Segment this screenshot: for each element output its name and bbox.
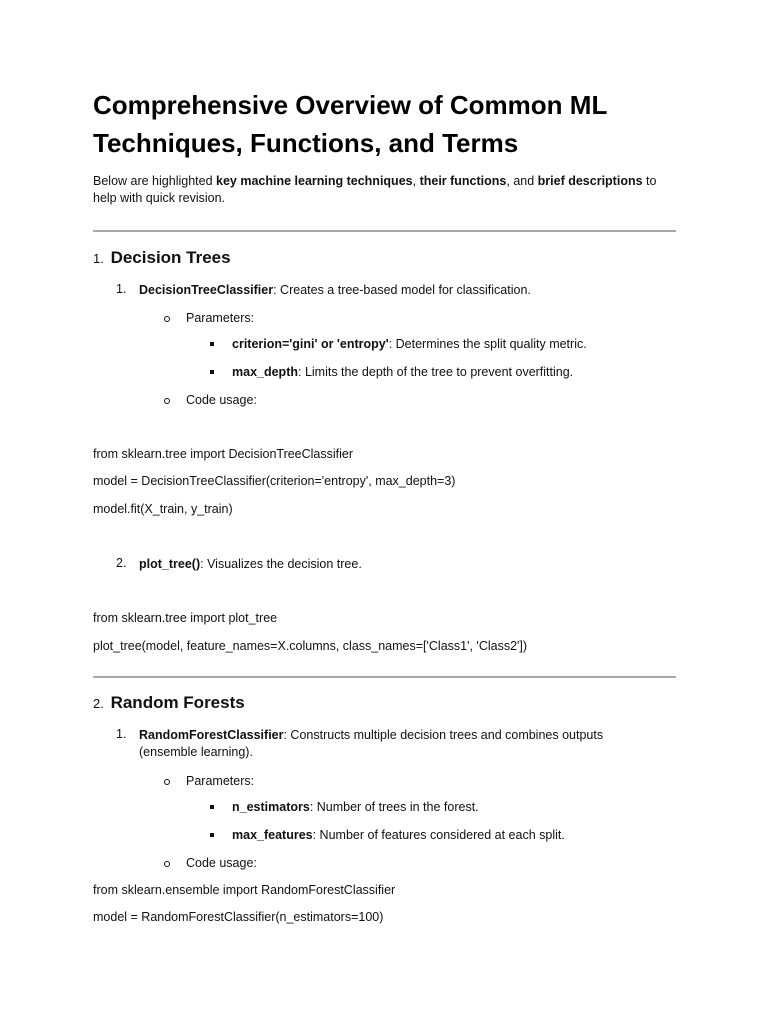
function-name: DecisionTreeClassifier [139,283,274,297]
function-desc: : Visualizes the decision tree. [200,557,362,571]
list-item-plot-tree [139,556,362,573]
param-name: n_estimators [232,800,310,814]
square-bullet-icon [210,833,214,837]
section-number: 2. [93,696,104,711]
list-marker: 2. [116,556,127,570]
code-usage-label: Code usage: [186,856,257,870]
square-bullet-icon [210,370,214,374]
intro-prefix: Below are highlighted [93,174,216,188]
function-desc: : Constructs multiple decision trees and combines outputs (ensemble learning). [139,728,604,759]
param-desc: : Number of features considered at each split. [312,828,565,842]
intro-bold-techniques: key machine learning techniques [216,174,413,188]
function-name: RandomForestClassifier [139,728,284,742]
section-title: Decision Trees [110,248,231,267]
circle-bullet-icon [164,861,170,867]
code-line: from sklearn.tree import plot_tree [93,611,278,625]
code-usage-label: Code usage: [186,393,257,407]
param-name: max_depth [232,365,298,379]
param-item-criterion [232,336,587,353]
section-divider [93,230,676,232]
function-desc: : Creates a tree-based model for classification. [273,283,531,297]
code-line: model.fit(X_train, y_train) [93,502,233,516]
section-divider [93,676,676,678]
circle-bullet-icon [164,398,170,404]
code-line: model = RandomForestClassifier(n_estimators=100) [93,910,384,924]
list-marker: 1. [116,727,127,741]
code-line: model = DecisionTreeClassifier(criterion='entropy', max_depth=3) [93,474,456,488]
param-item-max-features [232,827,565,844]
param-name: max_features [232,828,313,842]
intro-paragraph [93,173,683,207]
section-heading-decision-trees [93,248,231,268]
code-line: plot_tree(model, feature_names=X.columns, class_names=['Class1', 'Class2']) [93,639,528,653]
param-item-max-depth [232,364,573,381]
document-title: Comprehensive Overview of Common ML Techniques, Functions, and Terms [93,90,607,158]
intro-bold-functions: their functions [419,174,507,188]
param-desc: : Number of trees in the forest. [309,800,479,814]
intro-suffix: to help with quick revision. [93,174,657,205]
section-number: 1. [93,251,104,266]
param-name: criterion='gini' or 'entropy' [232,337,389,351]
param-desc: : Limits the depth of the tree to prevent overfitting. [298,365,574,379]
list-item-randomforestclassifier [139,727,629,761]
parameters-label: Parameters: [186,774,255,788]
parameters-label: Parameters: [186,311,255,325]
section-heading-random-forests [93,693,245,713]
code-line: from sklearn.tree import DecisionTreeClassifier [93,447,354,461]
param-desc: : Determines the split quality metric. [388,337,587,351]
intro-sep-1: , [412,174,420,188]
list-item-decisiontreeclassifier [139,282,531,299]
square-bullet-icon [210,342,214,346]
param-item-n-estimators [232,799,479,816]
square-bullet-icon [210,805,214,809]
section-title: Random Forests [110,693,245,712]
list-marker: 1. [116,282,127,296]
function-name: plot_tree() [139,557,201,571]
intro-bold-descriptions: brief descriptions [537,174,643,188]
intro-sep-2: , and [506,174,538,188]
code-line: from sklearn.ensemble import RandomForestClassifier [93,883,396,897]
circle-bullet-icon [164,779,170,785]
circle-bullet-icon [164,316,170,322]
